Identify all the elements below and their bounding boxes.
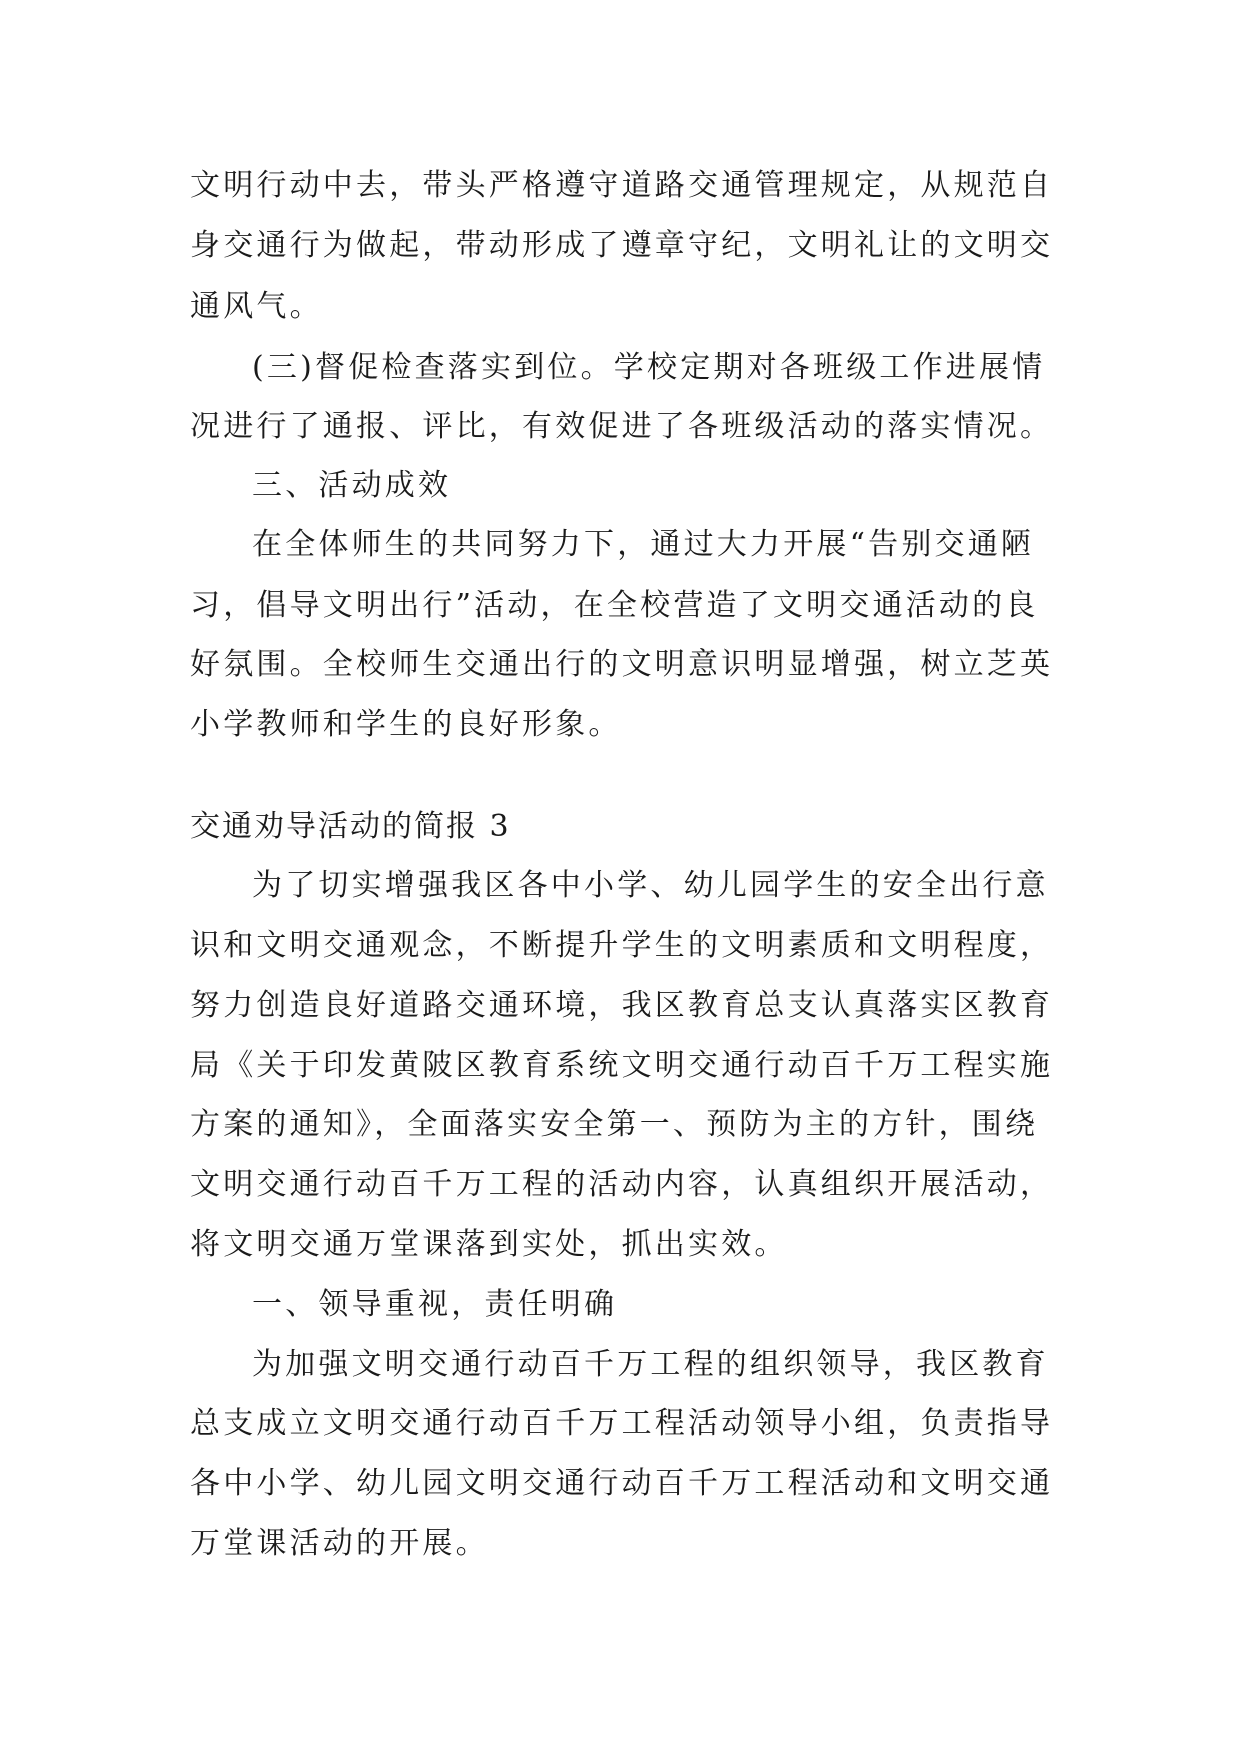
paragraph-line: 在全体师生的共同努力下，通过大力开展“告别交通陋 (252, 527, 1035, 562)
paragraph-line: 万堂课活动的开展。 (190, 1526, 489, 1561)
paragraph-line: 为了切实增强我区各中小学、幼儿园学生的安全出行意 (252, 868, 1049, 903)
paragraph-line: 身交通行为做起，带动形成了遵章守纪，文明礼让的文明交 (190, 228, 1054, 263)
paragraph-line: 识和文明交通观念，不断提升学生的文明素质和文明程度， (190, 928, 1054, 963)
paragraph-line: 各中小学、幼儿园文明交通行动百千万工程活动和文明交通 (190, 1466, 1054, 1501)
paragraph-line: 局《关于印发黄陂区教育系统文明交通行动百千万工程实施 (190, 1048, 1054, 1083)
section-heading: 一、领导重视，责任明确 (252, 1287, 618, 1322)
paragraph-line: 文明行动中去，带头严格遵守道路交通管理规定，从规范自 (190, 168, 1054, 203)
section-heading: 三、活动成效 (252, 468, 452, 503)
paragraph-line: 习，倡导文明出行”活动，在全校营造了文明交通活动的良 (190, 588, 1039, 623)
paragraph-line: 小学教师和学生的良好形象。 (190, 707, 622, 742)
document-title: 交通劝导活动的简报 3 (190, 809, 511, 844)
paragraph-line: 努力创造良好道路交通环境，我区教育总支认真落实区教育 (190, 988, 1054, 1023)
paragraph-line: (三)督促检查落实到位。学校定期对各班级工作进展情 (252, 350, 1046, 385)
paragraph-line: 总支成立文明交通行动百千万工程活动领导小组，负责指导 (190, 1406, 1054, 1441)
paragraph-line: 况进行了通报、评比，有效促进了各班级活动的落实情况。 (190, 409, 1054, 444)
paragraph-line: 为加强文明交通行动百千万工程的组织领导，我区教育 (252, 1347, 1049, 1382)
paragraph-line: 通风气。 (190, 289, 323, 324)
paragraph-line: 好氛围。全校师生交通出行的文明意识明显增强，树立芝英 (190, 647, 1054, 682)
paragraph-line: 文明交通行动百千万工程的活动内容，认真组织开展活动， (190, 1167, 1054, 1202)
paragraph-line: 方案的通知》，全面落实安全第一、预防为主的方针，围绕 (190, 1107, 1039, 1142)
paragraph-line: 将文明交通万堂课落到实处，抓出实效。 (190, 1227, 788, 1262)
